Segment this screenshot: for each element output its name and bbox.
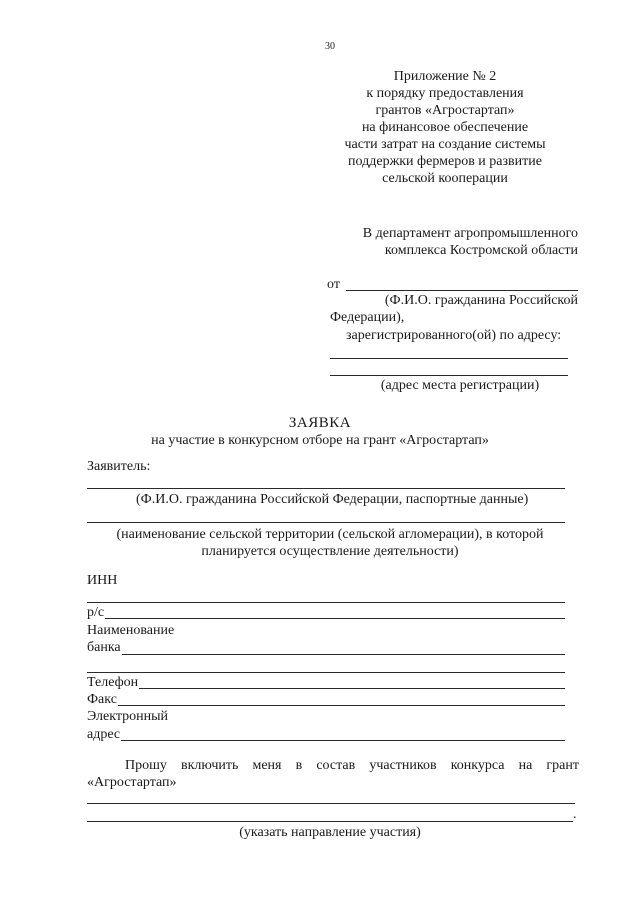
from-label: от [327,277,340,292]
request-text: «Агростартап» [87,775,177,790]
account-line[interactable] [87,618,565,619]
appendix-line: грантов «Агростартап» [375,103,515,118]
appendix-line: части затрат на создание системы [344,137,546,152]
phone-label: Телефон [87,675,139,690]
addressee-line: комплекса Костромской области [384,243,578,258]
addressee-line: В департамент агропромышленного [362,226,578,241]
page-number: 30 [325,41,335,52]
direction-line[interactable] [87,803,575,804]
applicant-name-line[interactable] [346,290,578,291]
direction-hint: (указать направление участия) [239,825,421,840]
territory-hint: планируется осуществление деятельности) [201,544,459,559]
document-subtitle: на участие в конкурсном отборе на грант «Агростартап» [151,433,489,448]
appendix-line: к порядку предоставления [366,86,524,101]
territory-line[interactable] [87,522,565,523]
phone-line[interactable] [87,688,565,689]
bank-label: банка [87,640,121,655]
bank-line-extra[interactable] [87,672,565,673]
email-label: Электронный [87,709,169,724]
territory-hint: (наименование сельской территории (сельской агломерации), в которой [116,527,544,542]
applicant-name-hint: (Ф.И.О. гражданина Российской Федерации, паспортные данные) [136,492,529,507]
fax-label: Факс [87,692,117,707]
end-mark: . [573,807,577,822]
email-line[interactable] [87,740,565,741]
appendix-line: на финансовое обеспечение [361,120,529,135]
direction-line[interactable] [87,821,573,822]
address-line[interactable] [330,358,568,359]
from-hint: Федерации), [330,310,405,325]
appendix-line: поддержки фермеров и развитие [348,154,542,169]
address-line[interactable] [330,375,568,376]
bank-line[interactable] [87,654,565,655]
inn-label: ИНН [87,573,118,588]
registered-label: зарегистрированного(ой) по адресу: [346,328,562,343]
request-text: Прошу включить меня в состав участников конкурса на грант [125,758,579,773]
appendix-line: сельской кооперации [382,171,508,186]
appendix-line: Приложение № 2 [393,69,497,84]
account-label: р/с [87,605,105,620]
applicant-data-line[interactable] [87,488,565,489]
email-label: адрес [87,727,121,742]
address-hint: (адрес места регистрации) [380,378,540,393]
document-title: ЗАЯВКА [288,415,352,431]
from-hint: (Ф.И.О. гражданина Российской [384,293,578,308]
applicant-label: Заявитель: [87,459,151,474]
bank-label: Наименование [87,623,175,638]
inn-line[interactable] [87,602,565,603]
fax-line[interactable] [87,705,565,706]
